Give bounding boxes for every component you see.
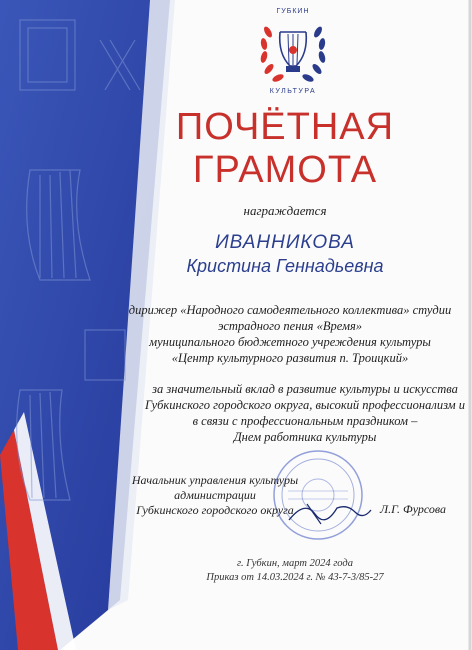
laurel-left xyxy=(260,25,285,83)
gubkin-culture-logo xyxy=(252,2,334,98)
handwritten-signature xyxy=(285,490,375,530)
signatory-title-line: администрации xyxy=(174,488,256,502)
signatory-title-line: Губкинского городского округа xyxy=(136,503,294,517)
award-reason xyxy=(140,381,470,445)
logo-bottom-text: КУЛЬТУРА xyxy=(269,88,317,95)
position-line: эстрадного пения «Время» xyxy=(217,319,363,333)
lyre-base xyxy=(286,66,300,72)
lyre-center xyxy=(289,46,297,54)
signatory-title-line: Начальник управления культуры xyxy=(131,473,299,487)
signatory-name: Л.Г. Фурсова xyxy=(380,502,447,516)
award-text: награждается xyxy=(243,203,327,218)
position-line: муниципального бюджетного учреждения культуры xyxy=(149,335,431,349)
recipient-last-name: ИВАННИКОВА xyxy=(215,232,355,253)
laurel-right xyxy=(301,25,326,83)
reason-line: за значительный вклад в развитие культуры и искусства xyxy=(152,382,458,396)
recipient-position xyxy=(110,302,470,366)
order-reference: Приказ от 14.03.2024 г. № 43-7-3/85-27 xyxy=(206,572,384,583)
reason-line: Днем работника культуры xyxy=(233,430,377,444)
position-line: дирижер «Народного самодеятельного коллектива» студии xyxy=(128,303,452,317)
recipient-first-names: Кристина Геннадьевна xyxy=(186,256,384,276)
lyre-laurel-emblem-icon xyxy=(252,2,334,98)
position-line: «Центр культурного развития п. Троицкий» xyxy=(171,351,409,365)
reason-line: Губкинского городского округа, высокий профессионализм и xyxy=(145,398,465,412)
certificate-title-line2: ГРАМОТА xyxy=(192,149,378,191)
certificate-title-line1: ПОЧЁТНАЯ xyxy=(175,106,395,148)
reason-line: в связи с профессиональным праздником – xyxy=(192,414,418,428)
place-date: г. Губкин, март 2024 года xyxy=(237,558,353,569)
logo-top-text: ГУБКИН xyxy=(276,8,310,15)
